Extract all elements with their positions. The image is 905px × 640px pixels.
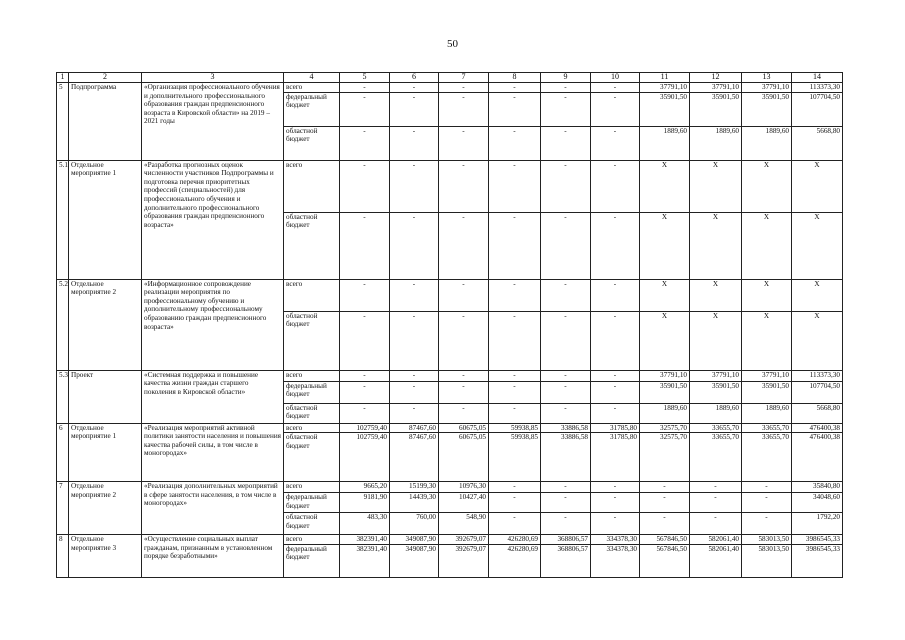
amount-cell: 31785,80 (591, 433, 640, 482)
amount-cell: 1889,60 (690, 126, 742, 160)
table-row (57, 160, 843, 212)
funding-source: всего (284, 535, 340, 545)
amount-cell: 582061,40 (690, 535, 742, 545)
amount-cell: X (792, 160, 843, 212)
amount-cell: 35901,50 (690, 92, 742, 126)
amount-cell: - (439, 381, 489, 403)
amount-cell: 5668,80 (792, 126, 843, 160)
program-name: «Организация профессионального обучения и дополнительного профессионального образования граждан предпенсионного возраста в Кировской области» на 2019 – 2021 годы (142, 83, 284, 161)
amount-cell: - (489, 381, 541, 403)
amount-cell: - (591, 403, 640, 423)
table-row (57, 370, 843, 381)
program-name: «Разработка прогнозных оценок численности участников Подпрограммы и подготовка перечня приоритетных профессий (специальностей) для профессионального обучения и дополнительного профессионального образования граждан предпенсионного возраста» (142, 160, 284, 279)
column-number: 4 (284, 73, 340, 83)
funding-source: областной бюджет (284, 311, 340, 370)
amount-cell: 349087,90 (390, 544, 439, 577)
program-name: «Системная поддержка и повышение качества жизни граждан старшего поколения в Кировской области» (142, 370, 284, 423)
amount-cell: - (742, 493, 792, 513)
column-number: 8 (489, 73, 541, 83)
funding-source: областной бюджет (284, 212, 340, 279)
amount-cell: - (439, 126, 489, 160)
amount-cell: 392679,07 (439, 544, 489, 577)
amount-cell: - (390, 83, 439, 93)
amount-cell: 60675,05 (439, 433, 489, 482)
funding-source: федеральный бюджет (284, 544, 340, 577)
amount-cell: X (690, 160, 742, 212)
amount-cell: X (742, 311, 792, 370)
amount-cell: 9665,20 (340, 482, 390, 493)
amount-cell: - (541, 160, 591, 212)
amount-cell: - (439, 212, 489, 279)
amount-cell: X (640, 212, 690, 279)
amount-cell: 10976,30 (439, 482, 489, 493)
amount-cell: - (489, 370, 541, 381)
amount-cell: 33655,70 (742, 423, 792, 433)
amount-cell: - (489, 482, 541, 493)
amount-cell: - (340, 370, 390, 381)
amount-cell: 35901,50 (690, 381, 742, 403)
amount-cell: - (591, 160, 640, 212)
amount-cell: 87467,60 (390, 423, 439, 433)
funding-source: областной бюджет (284, 433, 340, 482)
amount-cell: 548,90 (439, 513, 489, 535)
funding-source: федеральный бюджет (284, 381, 340, 403)
row-number: 6 (57, 423, 69, 482)
funding-source: областной бюджет (284, 126, 340, 160)
funding-source: всего (284, 83, 340, 93)
amount-cell: 368806,57 (541, 544, 591, 577)
row-number: 5.3 (57, 370, 69, 423)
amount-cell: 102759,40 (340, 423, 390, 433)
amount-cell: X (742, 160, 792, 212)
amount-cell: - (541, 279, 591, 311)
amount-cell: 14439,30 (390, 493, 439, 513)
row-number: 5.1 (57, 160, 69, 279)
amount-cell: - (439, 311, 489, 370)
amount-cell: X (792, 311, 843, 370)
column-number: 12 (690, 73, 742, 83)
amount-cell: - (591, 370, 640, 381)
row-number: 5.2 (57, 279, 69, 370)
amount-cell: 583013,50 (742, 544, 792, 577)
amount-cell: - (489, 160, 541, 212)
funding-source: всего (284, 279, 340, 311)
program-name: «Реализация дополнительных мероприятий в сфере занятости населения, в том числе в моногородах» (142, 482, 284, 535)
amount-cell: X (792, 212, 843, 279)
amount-cell: 35901,50 (640, 92, 690, 126)
amount-cell: X (640, 160, 690, 212)
amount-cell: - (390, 370, 439, 381)
amount-cell: - (690, 493, 742, 513)
amount-cell: 426280,69 (489, 535, 541, 545)
amount-cell: 33655,70 (742, 433, 792, 482)
amount-cell: 32575,70 (640, 423, 690, 433)
column-number: 5 (340, 73, 390, 83)
amount-cell: - (742, 482, 792, 493)
amount-cell: 33655,70 (690, 433, 742, 482)
amount-cell: 3986545,33 (792, 544, 843, 577)
amount-cell: 107704,50 (792, 381, 843, 403)
amount-cell: - (439, 83, 489, 93)
table-row (57, 423, 843, 433)
amount-cell: - (390, 279, 439, 311)
column-number-row (57, 73, 843, 83)
column-number: 7 (439, 73, 489, 83)
amount-cell: 35840,80 (792, 482, 843, 493)
amount-cell: 32575,70 (640, 433, 690, 482)
amount-cell: - (541, 83, 591, 93)
amount-cell: - (489, 212, 541, 279)
amount-cell: X (640, 279, 690, 311)
amount-cell: 5668,80 (792, 403, 843, 423)
program-name: «Информационное сопровождение реализации мероприятия по профессиональному обучению и дополнительному профессиональному образованию граждан предпенсионного возраста» (142, 279, 284, 370)
amount-cell: 1889,60 (742, 403, 792, 423)
amount-cell: 87467,60 (390, 433, 439, 482)
page-number: 50 (447, 38, 458, 50)
amount-cell: 567846,50 (640, 535, 690, 545)
amount-cell: - (591, 381, 640, 403)
amount-cell: 35901,50 (640, 381, 690, 403)
column-number: 6 (390, 73, 439, 83)
funding-source: всего (284, 423, 340, 433)
amount-cell: - (390, 311, 439, 370)
amount-cell: 368806,57 (541, 535, 591, 545)
program-name: «Осуществление социальных выплат гражданам, признанным в установленном порядке безработными» (142, 535, 284, 578)
table-row (57, 279, 843, 311)
table-row (57, 535, 843, 545)
amount-cell: 37791,10 (690, 83, 742, 93)
table-row (57, 83, 843, 93)
amount-cell: - (390, 126, 439, 160)
amount-cell: 59938,85 (489, 433, 541, 482)
funding-source: областной бюджет (284, 513, 340, 535)
amount-cell: - (390, 403, 439, 423)
funding-source: областной бюджет (284, 403, 340, 423)
amount-cell: 3986545,33 (792, 535, 843, 545)
amount-cell: - (541, 370, 591, 381)
amount-cell: - (439, 370, 489, 381)
amount-cell: - (591, 126, 640, 160)
amount-cell: - (340, 381, 390, 403)
amount-cell: - (591, 279, 640, 311)
amount-cell: - (489, 92, 541, 126)
amount-cell: 382391,40 (340, 544, 390, 577)
amount-cell: X (792, 279, 843, 311)
column-number: 14 (792, 73, 843, 83)
amount-cell: - (742, 513, 792, 535)
amount-cell: - (541, 311, 591, 370)
amount-cell: 582061,40 (690, 544, 742, 577)
amount-cell: 102759,40 (340, 433, 390, 482)
amount-cell: 37791,10 (640, 83, 690, 93)
column-number: 11 (640, 73, 690, 83)
amount-cell: 1792,20 (792, 513, 843, 535)
row-number: 8 (57, 535, 69, 578)
amount-cell: 107704,50 (792, 92, 843, 126)
amount-cell: 35901,50 (742, 381, 792, 403)
budget-table (56, 72, 843, 578)
amount-cell: - (489, 311, 541, 370)
amount-cell: - (390, 381, 439, 403)
amount-cell: - (489, 279, 541, 311)
amount-cell: 33655,70 (690, 423, 742, 433)
amount-cell: 37791,10 (742, 83, 792, 93)
amount-cell: 1889,60 (690, 403, 742, 423)
amount-cell: - (640, 493, 690, 513)
amount-cell: - (591, 493, 640, 513)
amount-cell: 760,00 (390, 513, 439, 535)
row-number: 7 (57, 482, 69, 535)
amount-cell: 392679,07 (439, 535, 489, 545)
amount-cell: - (340, 126, 390, 160)
amount-cell: - (591, 83, 640, 93)
amount-cell: - (541, 403, 591, 423)
amount-cell: X (690, 212, 742, 279)
amount-cell: - (340, 311, 390, 370)
column-number: 2 (69, 73, 142, 83)
amount-cell: - (390, 92, 439, 126)
amount-cell: - (541, 493, 591, 513)
row-type: Отдельное мероприятие 1 (69, 423, 142, 482)
amount-cell: 334378,30 (591, 535, 640, 545)
amount-cell: 35901,50 (742, 92, 792, 126)
amount-cell: - (591, 92, 640, 126)
amount-cell: - (541, 381, 591, 403)
amount-cell: - (541, 513, 591, 535)
amount-cell: - (439, 403, 489, 423)
column-number: 13 (742, 73, 792, 83)
funding-source: всего (284, 370, 340, 381)
amount-cell: X (742, 212, 792, 279)
amount-cell: - (489, 126, 541, 160)
amount-cell: - (340, 83, 390, 93)
amount-cell: 382391,40 (340, 535, 390, 545)
amount-cell: 349087,90 (390, 535, 439, 545)
amount-cell: X (690, 279, 742, 311)
amount-cell: - (489, 83, 541, 93)
amount-cell: - (541, 212, 591, 279)
amount-cell: 1889,60 (640, 126, 690, 160)
amount-cell: - (340, 160, 390, 212)
amount-cell: - (640, 482, 690, 493)
funding-source: всего (284, 160, 340, 212)
column-number: 1 (57, 73, 69, 83)
amount-cell: - (541, 482, 591, 493)
row-number: 5 (57, 83, 69, 161)
amount-cell: 10427,40 (439, 493, 489, 513)
amount-cell: 33886,58 (541, 433, 591, 482)
funding-source: федеральный бюджет (284, 92, 340, 126)
amount-cell: - (439, 160, 489, 212)
amount-cell: 476400,38 (792, 433, 843, 482)
amount-cell: 476400,38 (792, 423, 843, 433)
table-row (57, 482, 843, 493)
funding-source: федеральный бюджет (284, 493, 340, 513)
amount-cell: 483,30 (340, 513, 390, 535)
amount-cell: X (742, 279, 792, 311)
row-type: Отдельное мероприятие 2 (69, 482, 142, 535)
amount-cell: 113373,30 (792, 370, 843, 381)
amount-cell: - (690, 513, 742, 535)
row-type: Отдельное мероприятие 2 (69, 279, 142, 370)
amount-cell: - (489, 493, 541, 513)
column-number: 3 (142, 73, 284, 83)
funding-source: всего (284, 482, 340, 493)
amount-cell: 1889,60 (742, 126, 792, 160)
program-name: «Реализация мероприятий активной политики занятости населения и повышения качества рабочей силы, в том числе в моногородах» (142, 423, 284, 482)
amount-cell: 33886,58 (541, 423, 591, 433)
amount-cell: 113373,30 (792, 83, 843, 93)
row-type: Подпрограмма (69, 83, 142, 161)
amount-cell: 60675,05 (439, 423, 489, 433)
amount-cell: 426280,69 (489, 544, 541, 577)
amount-cell: 37791,10 (690, 370, 742, 381)
amount-cell: - (340, 403, 390, 423)
amount-cell: 15199,30 (390, 482, 439, 493)
amount-cell: 59938,85 (489, 423, 541, 433)
amount-cell: - (390, 212, 439, 279)
amount-cell: 567846,50 (640, 544, 690, 577)
amount-cell: - (439, 279, 489, 311)
amount-cell: 583013,50 (742, 535, 792, 545)
amount-cell: - (690, 482, 742, 493)
row-type: Проект (69, 370, 142, 423)
amount-cell: - (591, 311, 640, 370)
amount-cell: - (591, 482, 640, 493)
amount-cell: - (640, 513, 690, 535)
amount-cell: 1889,60 (640, 403, 690, 423)
row-type: Отдельное мероприятие 1 (69, 160, 142, 279)
amount-cell: - (340, 92, 390, 126)
amount-cell: - (340, 212, 390, 279)
amount-cell: X (690, 311, 742, 370)
column-number: 9 (541, 73, 591, 83)
amount-cell: - (439, 92, 489, 126)
amount-cell: 37791,10 (640, 370, 690, 381)
amount-cell: - (340, 279, 390, 311)
amount-cell: 31785,80 (591, 423, 640, 433)
column-number: 10 (591, 73, 640, 83)
amount-cell: - (489, 513, 541, 535)
amount-cell: - (390, 160, 439, 212)
amount-cell: - (591, 513, 640, 535)
amount-cell: 37791,10 (742, 370, 792, 381)
amount-cell: 34048,60 (792, 493, 843, 513)
amount-cell: - (489, 403, 541, 423)
row-type: Отдельное мероприятие 3 (69, 535, 142, 578)
amount-cell: 334378,30 (591, 544, 640, 577)
amount-cell: 9181,90 (340, 493, 390, 513)
amount-cell: - (541, 126, 591, 160)
amount-cell: X (640, 311, 690, 370)
amount-cell: - (541, 92, 591, 126)
amount-cell: - (591, 212, 640, 279)
